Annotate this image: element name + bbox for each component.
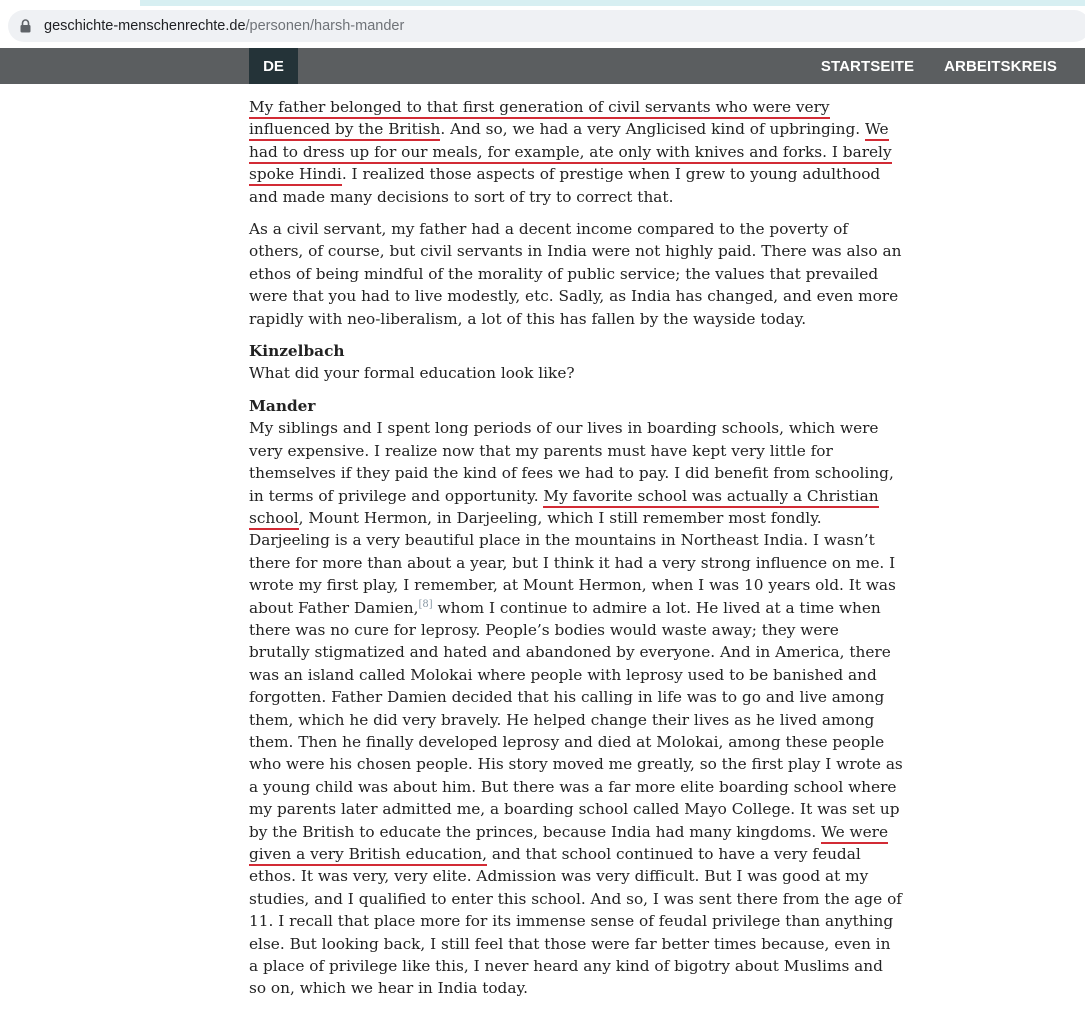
interview-question bbox=[249, 340, 904, 385]
url-domain: geschichte-menschenrechte.de bbox=[44, 18, 246, 34]
speaker-name: Kinzelbach bbox=[249, 342, 345, 361]
body-text: and that school continued to have a very feudal ethos. It was very, very elite. Admission was very difficult. But I was good at my studies, and I qualified to enter this school. And so, I was sent there from the age of 11. I recall that place more for its immense sense of feudal privilege than anything else. But looking back, I still feel that those were far better times because, even in a place of privilege like this, I never heard any kind of bigotry about Muslims and so on, which we hear in India today. bbox=[249, 845, 902, 998]
interview-answer bbox=[249, 395, 904, 1000]
lock-icon[interactable] bbox=[20, 19, 38, 33]
nav-link-startseite[interactable]: STARTSEITE bbox=[820, 57, 915, 75]
speaker-name: Mander bbox=[249, 396, 316, 415]
site-navbar bbox=[0, 48, 1085, 84]
body-text: My siblings and I spent long periods of our lives in boarding schools, which were very expensive. I realize now that my parents must have kept very little for themselves if they paid the kind of fees we had to pay. I did benefit from schooling, in terms of privilege and opportunity. bbox=[249, 419, 894, 505]
browser-address-bar bbox=[0, 6, 1085, 48]
highlighted-text: We were given a very British education, bbox=[249, 823, 888, 866]
body-text: , Mount Hermon, in Darjeeling, which I still remember most fondly. Darjeeling is a very beautiful place in the mountains in Northeast India. I wasn’t there for more than about a year, but I think it had a very strong influence on me. I wrote my first play, I remember, at Mount Hermon, when I was 10 years old. It was about Father Damien, bbox=[249, 508, 896, 617]
paragraph-civil-servant: As a civil servant, my father had a decent income compared to the poverty of others, of course, but civil servants in India were not highly paid. There was also an ethos of being mindful of the morality of public service; the values that prevailed were that you had to live modestly, etc. Sadly, as India has changed, and even more rapidly with neo-liberalism, a lot of this has fallen by the wayside today. bbox=[249, 220, 902, 328]
highlighted-text: We had to dress up for our meals, for example, ate only with knives and forks. I barely spoke Hindi bbox=[249, 120, 892, 186]
body-text: . And so, we had a very Anglicised kind of upbringing. bbox=[440, 120, 866, 139]
footnote-link[interactable]: [8] bbox=[418, 598, 433, 610]
url-input[interactable] bbox=[8, 10, 1085, 42]
highlighted-text: My father belonged to that first generation of civil servants who were very influenced by the British bbox=[249, 98, 830, 141]
nav-links bbox=[821, 48, 1057, 84]
language-switch-button[interactable]: DE bbox=[249, 48, 298, 84]
article-body bbox=[249, 96, 904, 1010]
body-text: whom I continue to admire a lot. He lived at a time when there was no cure for leprosy. People’s bodies would waste away; they were brutally stigmatized and hated and abandoned by everyone. And in America, there was an island called Molokai where people with leprosy used to be banished and forgotten. Father Damien decided that his calling in life was to go and live among them, which he did very bravely. He helped change their lives as he lived among them. Then he finally developed leprosy and died at Molokai, among these people who were his chosen people. His story moved me greatly, so the first play I wrote as a young child was about him. But there was a far more elite boarding school where my parents later admitted me, a boarding school called Mayo College. It was set up by the British to educate the princes, because India had many kingdoms. bbox=[249, 598, 903, 841]
nav-link-arbeitskreis[interactable]: ARBEITSKREIS bbox=[944, 57, 1057, 75]
body-text: . I realized those aspects of prestige when I grew to young adulthood and made many decisions to sort of try to correct that. bbox=[249, 165, 881, 206]
highlighted-text: My favorite school was actually a Christian school bbox=[249, 487, 879, 530]
paragraph-father bbox=[249, 96, 904, 208]
url-path: /personen/harsh-mander bbox=[245, 18, 405, 34]
question-text: What did your formal education look like? bbox=[249, 364, 575, 383]
